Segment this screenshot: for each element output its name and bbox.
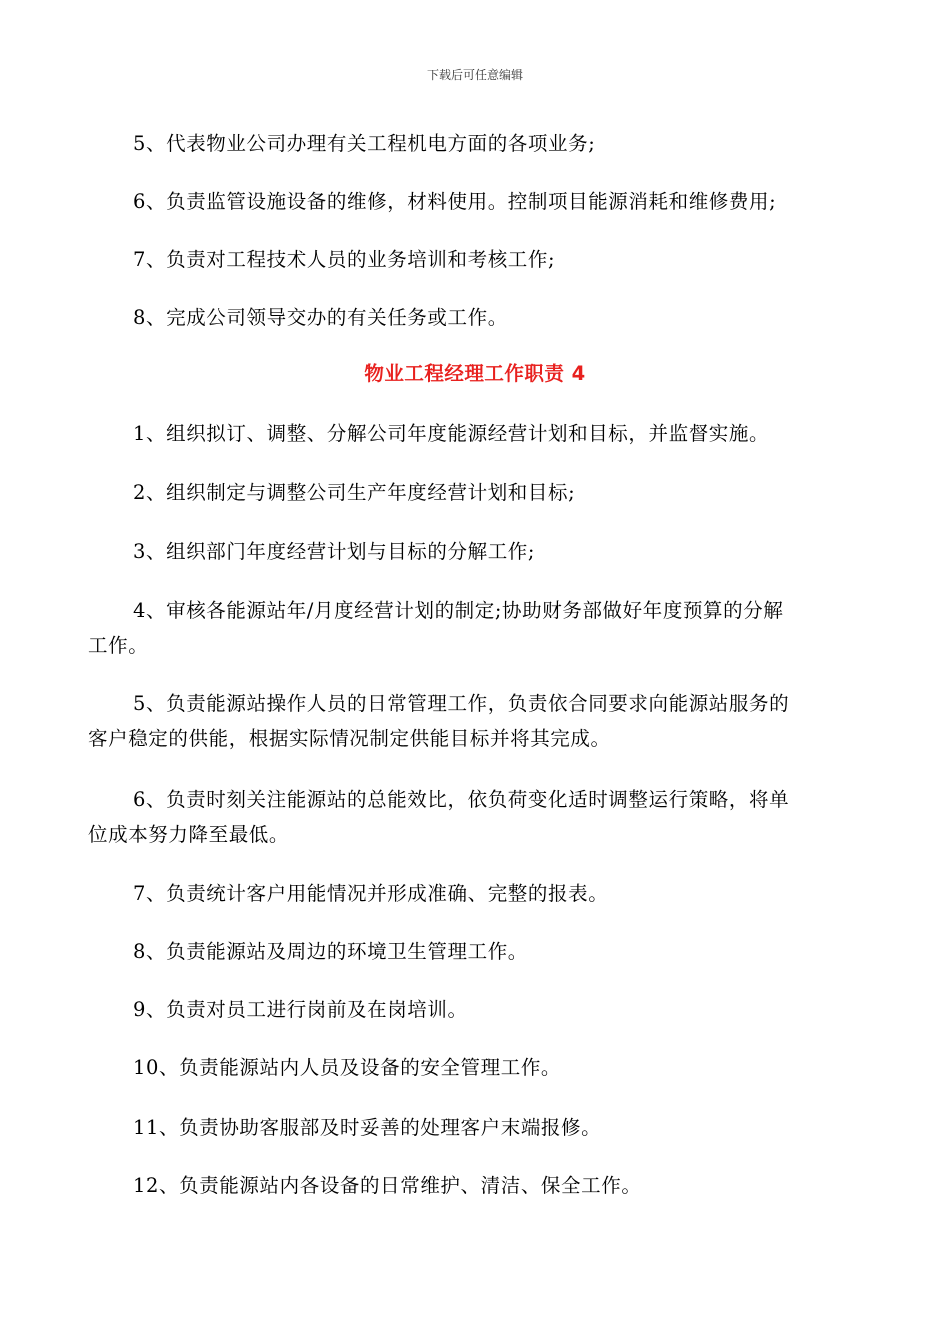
list-item-7: 7、负责统计客户用能情况并形成准确、完整的报表。: [133, 882, 609, 905]
list-item-9: 9、负责对员工进行岗前及在岗培训。: [133, 998, 468, 1021]
list-item-5-line-1: 5、负责能源站操作人员的日常管理工作，负责依合同要求向能源站服务的: [133, 692, 790, 715]
list-item-3: 3、组织部门年度经营计划与目标的分解工作;: [133, 540, 536, 563]
list-item-before-6: 6、负责监管设施设备的维修，材料使用。控制项目能源消耗和维修费用;: [133, 190, 777, 213]
list-item-8: 8、负责能源站及周边的环境卫生管理工作。: [133, 940, 528, 963]
section-title: 物业工程经理工作职责 4: [364, 362, 586, 385]
list-item-12: 12、负责能源站内各设备的日常维护、清洁、保全工作。: [133, 1174, 642, 1197]
list-item-before-8: 8、完成公司领导交办的有关任务或工作。: [133, 306, 508, 329]
list-item-10: 10、负责能源站内人员及设备的安全管理工作。: [133, 1056, 562, 1079]
list-item-4-line-1: 4、审核各能源站年/月度经营计划的制定;协助财务部做好年度预算的分解: [133, 599, 784, 622]
list-item-5-line-2: 客户稳定的供能，根据实际情况制定供能目标并将其完成。: [88, 727, 611, 750]
header-note: 下载后可任意编辑: [426, 68, 523, 82]
list-item-before-7: 7、负责对工程技术人员的业务培训和考核工作;: [133, 248, 556, 271]
list-item-4-line-2: 工作。: [88, 634, 149, 657]
list-item-6-line-1: 6、负责时刻关注能源站的总能效比，依负荷变化适时调整运行策略，将单: [133, 788, 790, 811]
list-item-11: 11、负责协助客服部及时妥善的处理客户末端报修。: [133, 1116, 602, 1139]
list-item-2: 2、组织制定与调整公司生产年度经营计划和目标;: [133, 481, 576, 504]
list-item-before-5: 5、代表物业公司办理有关工程机电方面的各项业务;: [133, 132, 596, 155]
list-item-6-line-2: 位成本努力降至最低。: [88, 823, 290, 846]
list-item-1: 1、组织拟订、调整、分解公司年度能源经营计划和目标，并监督实施。: [133, 422, 770, 445]
